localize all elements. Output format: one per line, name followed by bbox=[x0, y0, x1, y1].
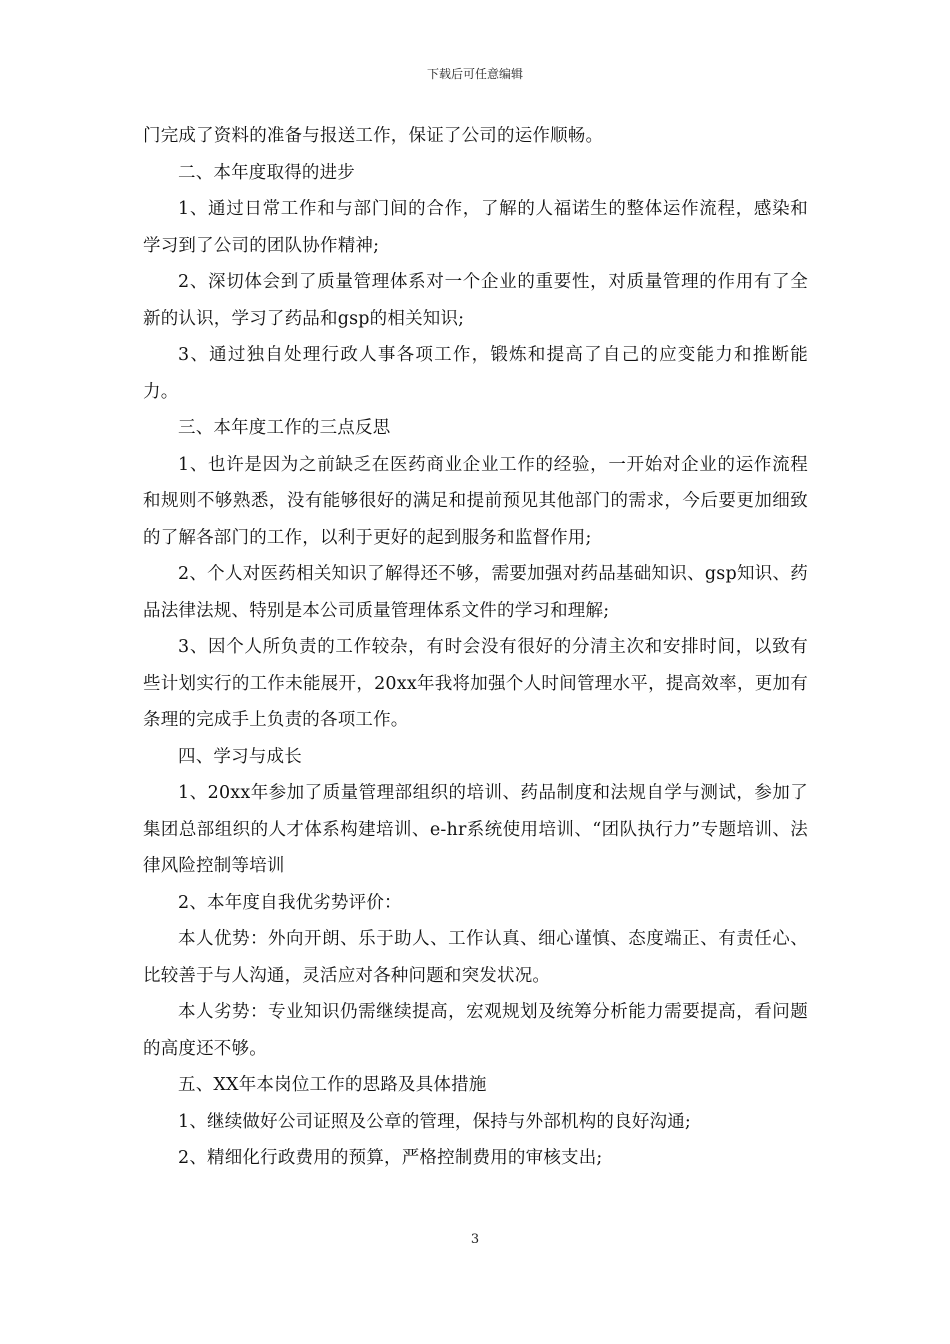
reflection-item-3: 3、因个人所负责的工作较杂，有时会没有很好的分清主次和安排时间，以致有些计划实行的工作未能展开，20xx年我将加强个人时间管理水平，提高效率，更加有条理的完成手上负责的各项工作。 bbox=[143, 637, 808, 730]
section-heading-reflection: 三、本年度工作的三点反思 bbox=[178, 418, 391, 438]
weaknesses-paragraph: 本人劣势：专业知识仍需继续提高，宏观规划及统筹分析能力需要提高，看问题的高度还不够。 bbox=[143, 1002, 808, 1059]
section-heading-learning: 四、学习与成长 bbox=[178, 746, 302, 767]
progress-item-2: 2、深切体会到了质量管理体系对一个企业的重要性，对质量管理的作用有了全新的认识，学习了药品和gsp的相关知识; bbox=[143, 272, 808, 329]
paragraph-continuation: 门完成了资料的准备与报送工作，保证了公司的运作顺畅。 bbox=[143, 126, 604, 146]
learning-item-1: 1、20xx年参加了质量管理部组织的培训、药品制度和法规自学与测试，参加了集团总部组织的人才体系构建培训、e-hr系统使用培训、“团队执行力”专题培训、法律风险控制等培训 bbox=[143, 783, 808, 876]
progress-item-3: 3、通过独自处理行政人事各项工作，锻炼和提高了自己的应变能力和推断能力。 bbox=[143, 345, 808, 402]
progress-item-1: 1、通过日常工作和与部门间的合作，了解的人福诺生的整体运作流程，感染和学习到了公司的团队协作精神; bbox=[143, 199, 808, 256]
document-body bbox=[143, 118, 808, 1177]
section-heading-plan: 五、XX年本岗位工作的思路及具体措施 bbox=[178, 1075, 487, 1095]
reflection-item-1: 1、也许是因为之前缺乏在医药商业企业工作的经验，一开始对企业的运作流程和规则不够熟悉，没有能够很好的满足和提前预见其他部门的需求，今后要更加细致的了解各部门的工作，以利于更好的起到服务和监督作用; bbox=[143, 454, 808, 548]
page-header: 下载后可任意编辑 bbox=[426, 67, 523, 81]
reflection-item-2: 2、个人对医药相关知识了解得还不够，需要加强对药品基础知识、gsp知识、药品法律法规、特别是本公司质量管理体系文件的学习和理解; bbox=[143, 564, 808, 621]
section-heading-progress: 二、本年度取得的进步 bbox=[178, 162, 355, 183]
plan-item-1: 1、继续做好公司证照及公章的管理，保持与外部机构的良好沟通; bbox=[178, 1111, 692, 1132]
page-number: 3 bbox=[470, 1232, 480, 1247]
plan-item-2: 2、精细化行政费用的预算，严格控制费用的审核支出; bbox=[178, 1148, 603, 1168]
learning-item-2: 2、本年度自我优劣势评价： bbox=[178, 892, 402, 913]
strengths-paragraph: 本人优势：外向开朗、乐于助人、工作认真、细心谨慎、态度端正、有责任心、比较善于与人沟通，灵活应对各种问题和突发状况。 bbox=[143, 929, 808, 986]
